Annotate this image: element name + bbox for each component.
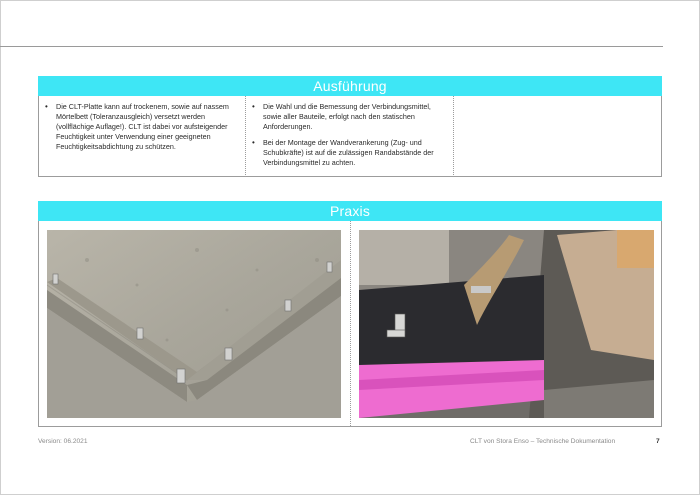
execution-bullet: • Bei der Montage der Wandverankerung (Zug- und Schubkräfte) ist auf die zulässigen Randabstände der Verbindungsmittel zu achten.: [252, 138, 447, 168]
execution-list-1: [45, 102, 239, 152]
execution-column-2: [246, 96, 454, 175]
execution-column-3: [454, 96, 661, 175]
section-title-practice: Praxis: [38, 201, 662, 221]
photo-wall-sealing-anchor: [359, 230, 654, 418]
execution-column-1: [39, 96, 246, 175]
footer-page-number: 7: [656, 438, 660, 445]
photo-divider: [350, 221, 351, 426]
execution-bullet: • Die CLT-Platte kann auf trockenem, sowie auf nassem Mörtelbett (Toleranzausgleich) versetzt werden (vollflächige Auflage!). CLT ist dabei vor aufsteigender Feuchtigkeit unter Verwendung einer geeigneten Feuchtigkeitsabdichtung zu schützen.: [45, 102, 239, 152]
photo-concrete-slab-anchors: [47, 230, 341, 418]
footer-version: Version: 06.2021: [38, 438, 88, 445]
section-title-execution: Ausführung: [38, 76, 662, 96]
footer-document-title: CLT von Stora Enso – Technische Dokumentation: [470, 438, 616, 445]
execution-text-box: [38, 96, 662, 177]
header-rule: [0, 46, 663, 47]
practice-photo-box: [38, 221, 662, 427]
execution-bullet: • Die Wahl und die Bemessung der Verbindungsmittel, sowie aller Bauteile, erfolgt nach den statischen Anforderungen.: [252, 102, 447, 132]
execution-list-2: [252, 102, 447, 168]
